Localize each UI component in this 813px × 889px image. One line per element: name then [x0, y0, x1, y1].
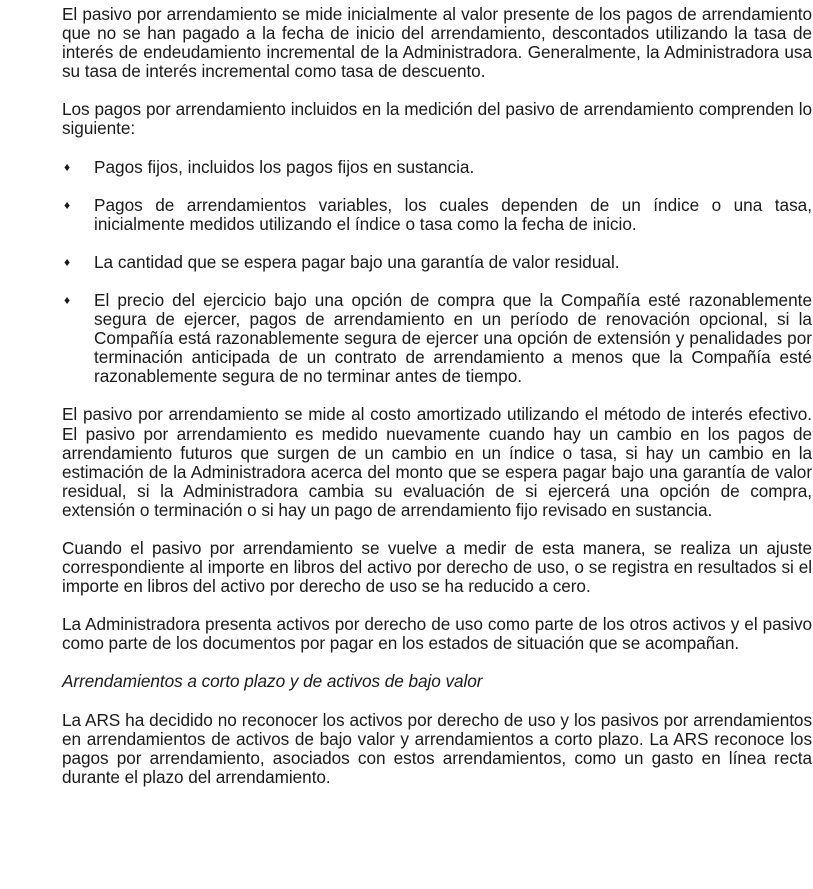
paragraph-short-term-leases: La ARS ha decidido no reconocer los activos por derecho de uso y los pasivos por arrendamientos en arrendamientos de activos de bajo valor y arrendamientos a corto plazo. La ARS reconoce los pagos por arrendamiento, asociados con estos arrendamientos, como un gasto en línea recta durante el plazo del arrendamiento.: [62, 709, 812, 787]
list-item: [62, 196, 812, 234]
list-item-text: La cantidad que se espera pagar bajo una garantía de valor residual.: [94, 251, 620, 272]
list-item-text: Pagos de arrendamientos variables, los cuales dependen de un índice o una tasa, inicialmente medidos utilizando el índice o tasa como la fecha de inicio.: [94, 194, 812, 234]
diamond-bullet-icon: ♦: [64, 254, 71, 269]
lease-payments-list: [62, 158, 812, 387]
paragraph-lease-payments-intro: Los pagos por arrendamiento incluidos en la medición del pasivo de arrendamiento comprenden lo siguiente:: [62, 99, 812, 139]
document-page: [62, 5, 812, 787]
list-item: [62, 158, 812, 177]
list-item-text: El precio del ejercicio bajo una opción de compra que la Compañía esté razonablemente segura de ejercer, pagos de arrendamiento en un período de renovación opcional, si la Compañía está razonablemente segura de ejercer una opción de extensión y penalidades por terminación anticipada de un contrato de arrendamiento a menos que la Compañía esté razonablemente segura de no terminar antes de tiempo.: [94, 289, 812, 387]
diamond-bullet-icon: ♦: [64, 292, 71, 307]
list-item-text: Pagos fijos, incluidos los pagos fijos en sustancia.: [94, 156, 475, 177]
diamond-bullet-icon: ♦: [64, 159, 71, 174]
paragraph-remeasurement: Cuando el pasivo por arrendamiento se vuelve a medir de esta manera, se realiza un ajuste correspondiente al importe en libros del activo por derecho de uso, o se registra en resultados si el importe en libros del activo por derecho de uso se ha reducido a cero.: [62, 537, 812, 597]
paragraph-amortized-cost: El pasivo por arrendamiento se mide al costo amortizado utilizando el método de interés efectivo. El pasivo por arrendamiento es medido nuevamente cuando hay un cambio en los pagos de arrendamiento futuros que surgen de un cambio en un índice o tasa, si hay un cambio en la estimación de la Administradora acerca del monto que se espera pagar bajo una garantía de valor residual, si la Administradora cambia su evaluación de si ejercerá una opción de compra, extensión o terminación o si hay un pago de arrendamiento fijo revisado en sustancia.: [62, 404, 812, 520]
paragraph-presentation: La Administradora presenta activos por derecho de uso como parte de los otros activos y el pasivo como parte de los documentos por pagar en los estados de situación que se acompañan.: [62, 614, 812, 654]
section-heading: Arrendamientos a corto plazo y de activos de bajo valor: [62, 671, 483, 692]
list-item: [62, 253, 812, 272]
diamond-bullet-icon: ♦: [64, 197, 71, 212]
list-item: [62, 291, 812, 386]
paragraph-initial-measurement: El pasivo por arrendamiento se mide inicialmente al valor presente de los pagos de arrendamiento que no se han pagado a la fecha de inicio del arrendamiento, descontados utilizando la tasa de interés de endeudamiento incremental de la Administradora. Generalmente, la Administradora usa su tasa de interés incremental como tasa de descuento.: [62, 4, 812, 82]
